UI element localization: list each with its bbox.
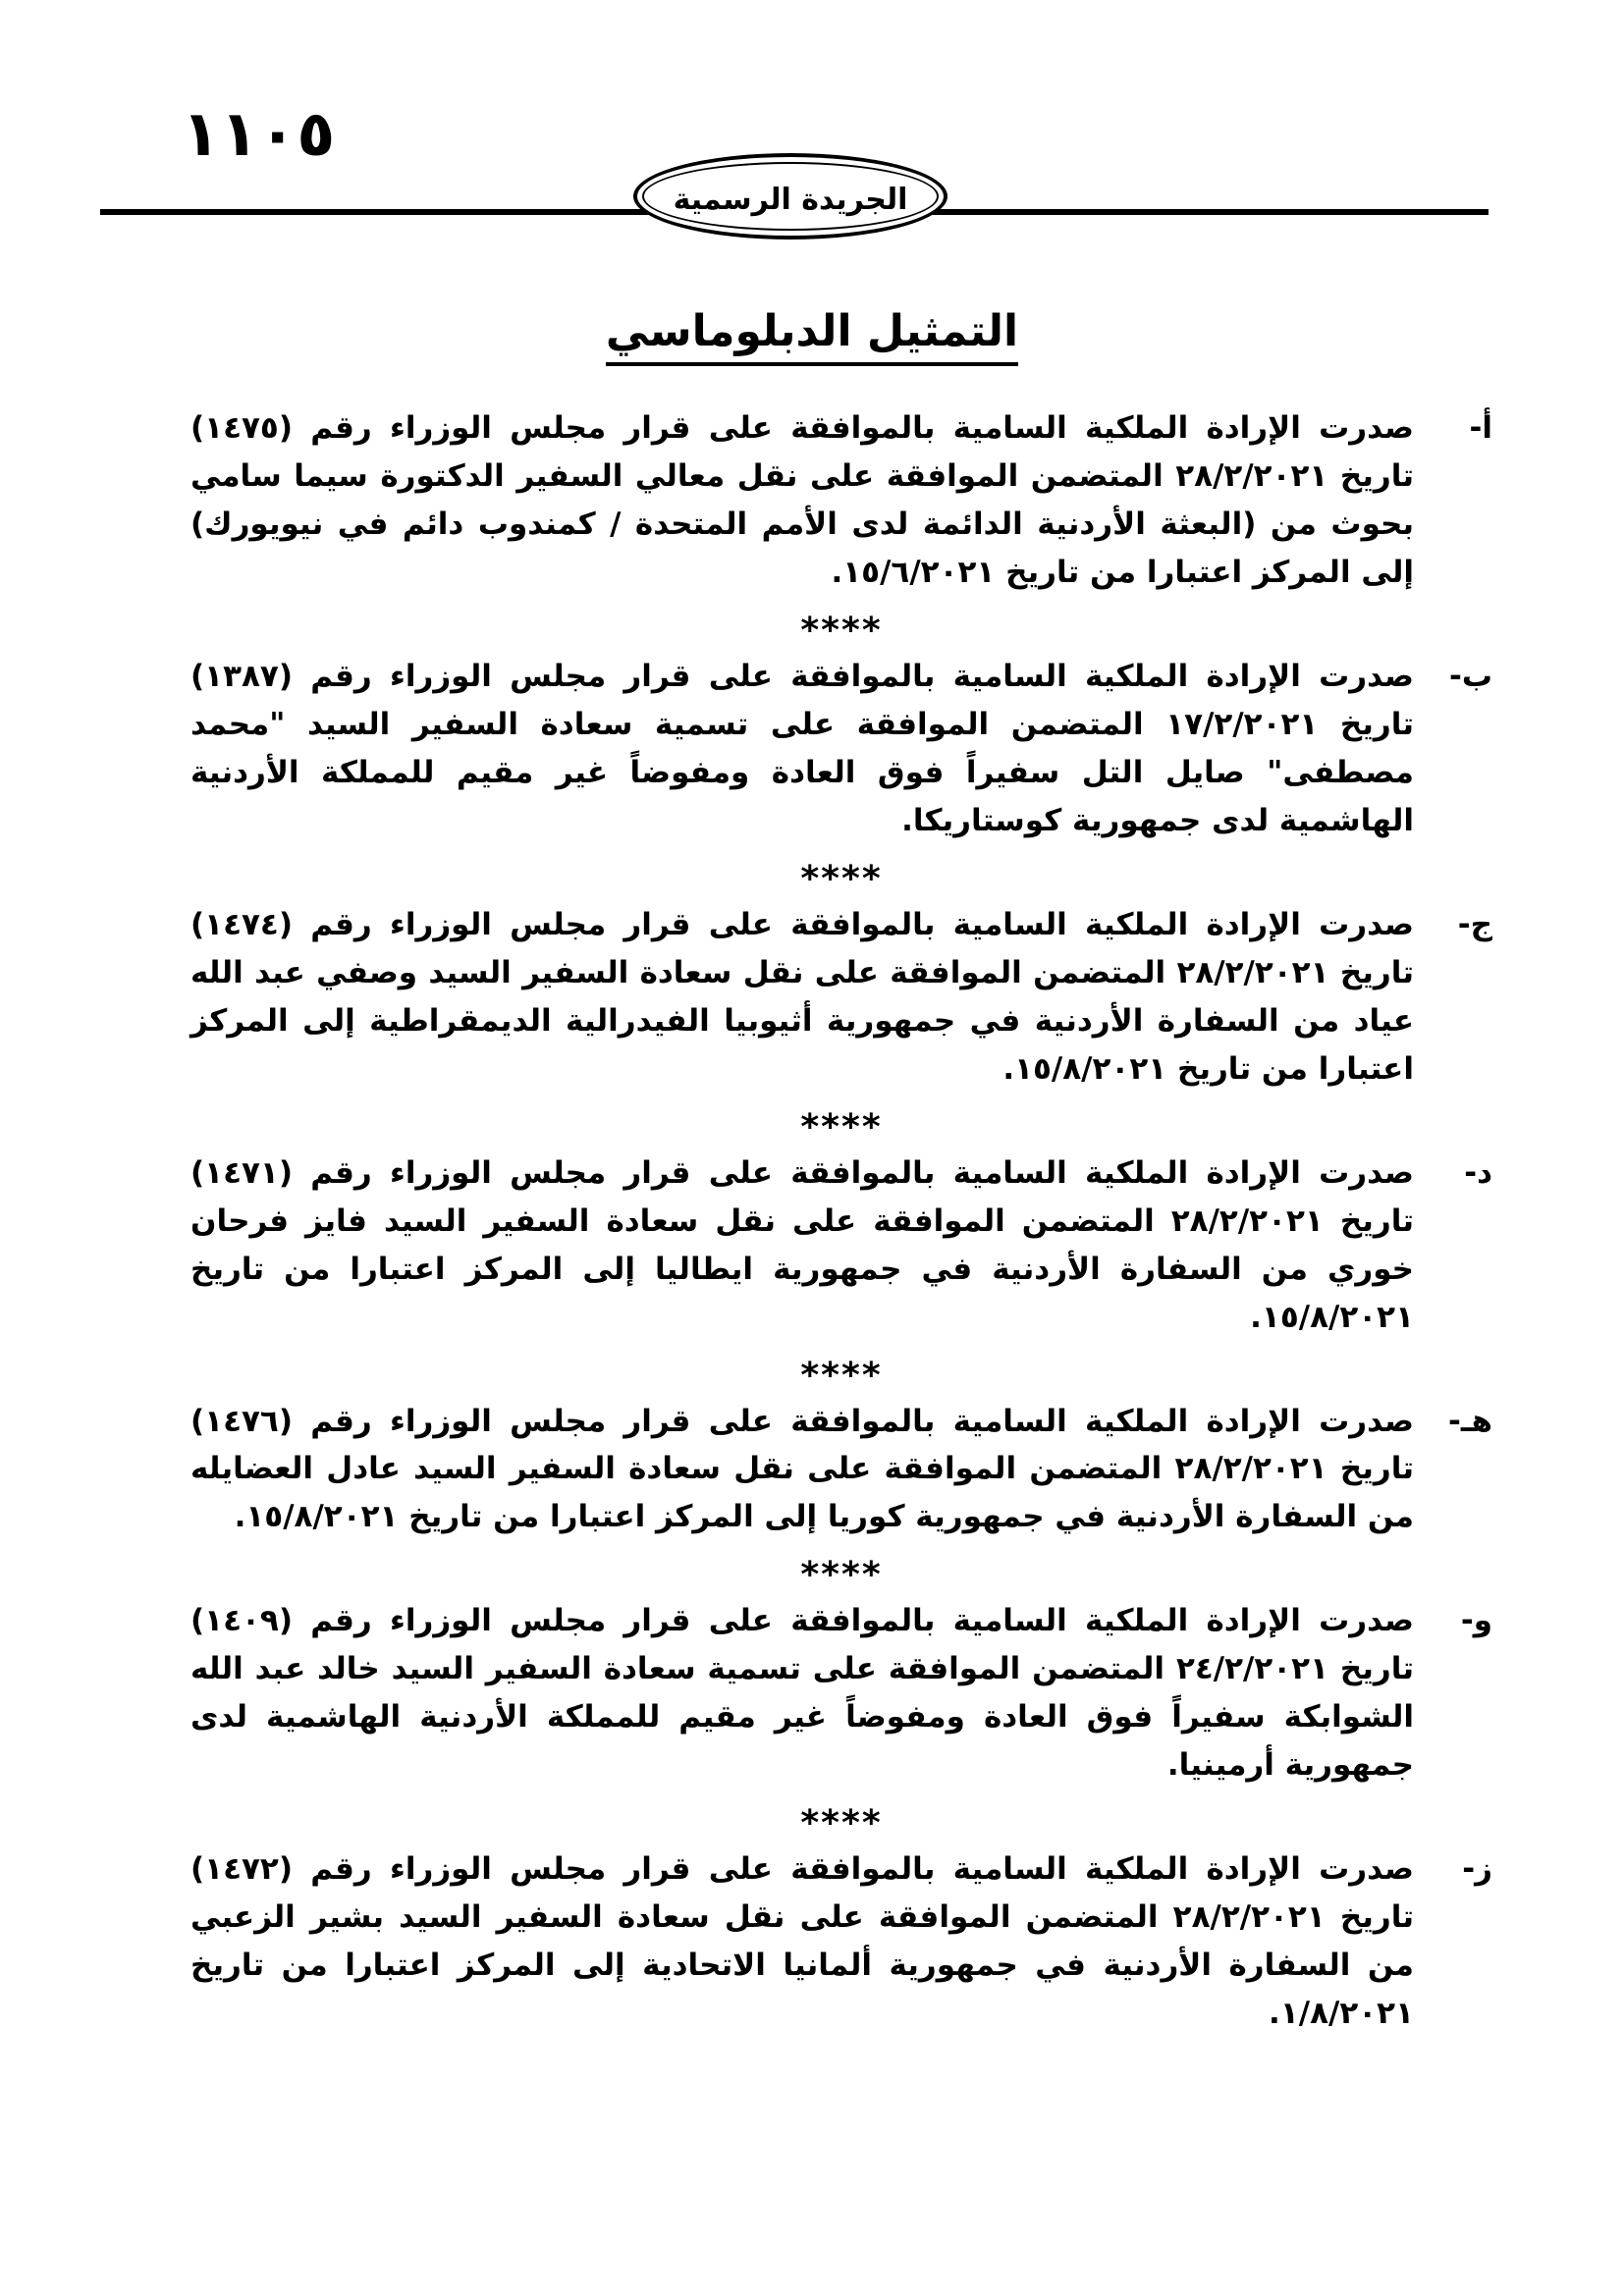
section-separator: **** <box>800 1355 883 1396</box>
page-title: التمثيل الدبلوماسي <box>606 306 1018 366</box>
title-wrap <box>0 306 1624 366</box>
entry-marker: ب- <box>1448 658 1492 694</box>
entry-w <box>190 1597 1492 1789</box>
section-separator: **** <box>800 1106 883 1148</box>
entry-a <box>190 404 1492 597</box>
entry-marker: و- <box>1460 1603 1492 1639</box>
entry-text: صدرت الإرادة الملكية السامية بالموافقة على قرار مجلس الوزراء رقم (١٤٠٩) تاريخ ٢٤/٢/٢٠٢١ المتضمن الموافقة على تسمية سعادة السفير السيد خالد عبد الله الشوابكة سفيراً فوق العادة ومفوضاً غير مقيم للمملكة الأردنية الهاشمية لدى جمهورية أرمينيا. <box>190 1603 1415 1784</box>
entry-text: صدرت الإرادة الملكية السامية بالموافقة على قرار مجلس الوزراء رقم (١٤٧١) تاريخ ٢٨/٢/٢٠٢١ المتضمن الموافقة على نقل سعادة السفير السيد فايز فرحان خوري من السفارة الأردنية في جمهورية ايطاليا إلى المركز اعتبارا من تاريخ ١٥/٨/٢٠٢١. <box>190 1154 1414 1335</box>
entry-d <box>190 1149 1492 1342</box>
section-separator: **** <box>800 1803 883 1844</box>
entry-marker: ز- <box>1462 1851 1492 1888</box>
banner-title: الجريدة الرسمية <box>673 182 908 217</box>
entry-text: صدرت الإرادة الملكية السامية بالموافقة على قرار مجلس الوزراء رقم (١٤٧٤) تاريخ ٢٨/٢/٢٠٢١ المتضمن الموافقة على نقل سعادة السفير السيد وصفي عبد الله عياد من السفارة الأردنية في جمهورية أثيوبيا الفيدرالية الديمقراطية إلى المركز اعتبارا من تاريخ ١٥/٨/٢٠٢١. <box>190 906 1414 1087</box>
entry-marker: أ- <box>1469 410 1492 446</box>
entry-b <box>190 653 1492 845</box>
entry-text: صدرت الإرادة الملكية السامية بالموافقة على قرار مجلس الوزراء رقم (١٤٧٢) تاريخ ٢٨/٢/٢٠٢١ المتضمن الموافقة على نقل سعادة السفير السيد بشير الزعبي من السفارة الأردنية في جمهورية ألمانيا الاتحادية إلى المركز اعتبارا من تاريخ ١/٨/٢٠٢١. <box>190 1851 1414 2032</box>
page-number: ١١٠٥ <box>182 98 336 171</box>
gazette-body <box>190 404 1492 2038</box>
entry-text: صدرت الإرادة الملكية السامية بالموافقة على قرار مجلس الوزراء رقم (١٣٨٧) تاريخ ١٧/٢/٢٠٢١ المتضمن الموافقة على تسمية سعادة السفير السيد "محمد مصطفى" صايل التل سفيراً فوق العادة ومفوضاً غير مقيم للمملكة الأردنية الهاشمية لدى جمهورية كوستاريكا. <box>190 658 1415 838</box>
entry-j <box>190 901 1492 1094</box>
entry-marker: هـ- <box>1448 1403 1492 1439</box>
gazette-banner <box>633 153 947 240</box>
entry-text: صدرت الإرادة الملكية السامية بالموافقة على قرار مجلس الوزراء رقم (١٤٧٥) تاريخ ٢٨/٢/٢٠٢١ المتضمن الموافقة على نقل معالي السفير الدكتورة سيما سامي بحوث من (البعثة الأردنية الدائمة لدى الأمم المتحدة / كمندوب دائم في نيويورك) إلى المركز اعتبارا من تاريخ ١٥/٦/٢٠٢١. <box>190 410 1414 590</box>
entry-text: صدرت الإرادة الملكية السامية بالموافقة على قرار مجلس الوزراء رقم (١٤٧٦) تاريخ ٢٨/٢/٢٠٢١ المتضمن الموافقة على نقل سعادة السفير السيد عادل العضايله من السفارة الأردنية في جمهورية كوريا إلى المركز اعتبارا من تاريخ ١٥/٨/٢٠٢١. <box>190 1403 1414 1535</box>
section-separator: **** <box>800 1555 883 1596</box>
entry-marker: د- <box>1464 1154 1492 1191</box>
entry-h <box>190 1398 1492 1542</box>
section-separator: **** <box>800 858 883 899</box>
entry-marker: ج- <box>1457 906 1492 942</box>
entry-z <box>190 1845 1492 2038</box>
section-separator: **** <box>800 610 883 651</box>
